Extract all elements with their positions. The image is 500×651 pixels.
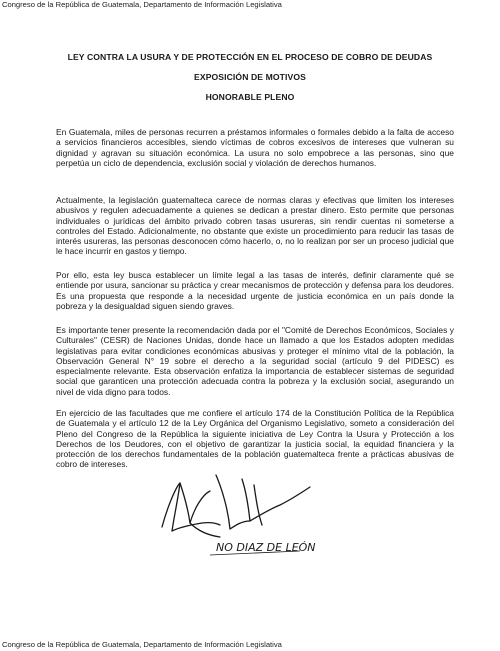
- document-subtitle: EXPOSICIÓN DE MOTIVOS: [194, 72, 306, 82]
- paragraph-1: En Guatemala, miles de personas recurren a préstamos informales o formales debido a la falta de acceso a servicios financieros accesibles, siendo víctimas de cobros excesivos de intereses que vulneran su dignidad y agravan su situación económica. La usura no solo empobrece a las personas, sino que perpetúa un ciclo de dependencia, exclusión social y violación de derechos humanos.: [56, 127, 454, 168]
- paragraph-4: Es importante tener presente la recomendación dada por el "Comité de Derechos Económicos, Sociales y Culturales" (CESR) de Naciones Unidas, donde hace un llamado a que los Estados adopten medidas legislativas para evitar condiciones económicas abusivas y proteger el mínimo vital de la población, la Observación General N° 19 sobre el derecho a la seguridad social (artículo 9 del PIDESC) es especialmente relevante. Esta observación enfatiza la importancia de establecer sistemas de seguridad social que garanticen una protección adecuada contra la pobreza y la exclusión social, asegurando un nivel de vida digno para todos.: [56, 325, 454, 397]
- paragraph-5: En ejercicio de las facultades que me confiere el artículo 174 de la Constitución Política de la República de Guatemala y el artículo 12 de la Ley Orgánica del Organismo Legislativo, someto a consideración del Pleno del Congreso de la República la siguiente iniciativa de Ley Contra la Usura y Protección a los Derechos de los Deudores, con el objetivo de garantizar la justicia social, la equidad financiera y la protección de los derechos fundamentales de la población guatemalteca frente a prácticas abusivas de cobro de intereses.: [56, 408, 454, 470]
- signature-name: NO DIAZ DE LEÓN: [216, 541, 316, 554]
- document-addressee: HONORABLE PLENO: [205, 92, 295, 102]
- source-header: Congreso de la República de Guatemala, Departamento de Información Legislativa: [2, 0, 282, 9]
- paragraph-2: Actualmente, la legislación guatemalteca carece de normas claras y efectivas que limiten los intereses abusivos y regulen adecuadamente a quienes se dedican a prestar dinero. Esto permite que personas individuales o jurídicas del ámbito privado cobren tasas usureras, sin rendir cuentas ni someterse a controles del Estado. Adicionalmente, no obstante que existe un procedimiento para reducir las tasas de interés usureras, las personas desconocen cómo hacerlo, o, no lo realizan por ser un proceso judicial que le hace incurrir en gastos y tiempo.: [56, 195, 454, 257]
- handwritten-signature: [150, 465, 350, 575]
- paragraph-3: Por ello, esta ley busca establecer un límite legal a las tasas de interés, definir claramente qué se entiende por usura, sancionar su práctica y crear mecanismos de protección y defensa para los deudores. Es una propuesta que responde a la necesidad urgente de justicia económica en un país donde la pobreza y la desigualdad siguen siendo graves.: [56, 270, 454, 311]
- signature-drawing: [150, 465, 350, 575]
- document-title: LEY CONTRA LA USURA Y DE PROTECCIÓN EN EL PROCESO DE COBRO DE DEUDAS: [67, 52, 433, 62]
- source-footer: Congreso de la República de Guatemala, Departamento de Información Legislativa: [2, 640, 282, 649]
